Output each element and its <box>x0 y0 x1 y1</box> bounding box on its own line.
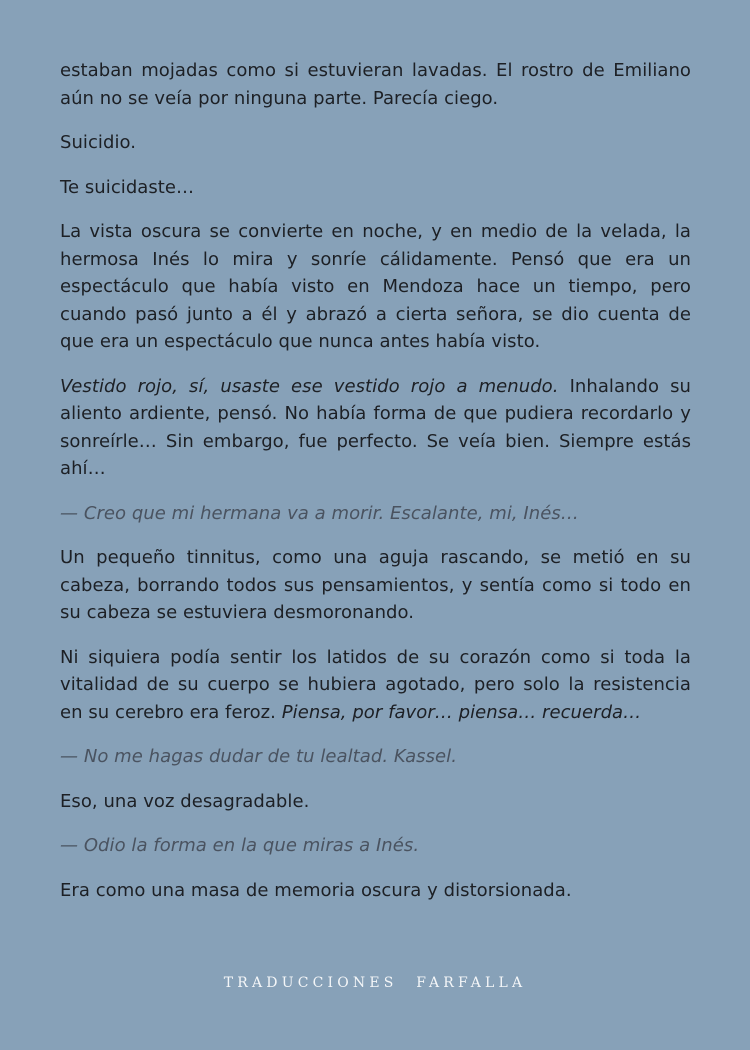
dialog-line <box>60 743 691 771</box>
paragraph <box>60 129 691 157</box>
paragraph <box>60 544 691 627</box>
text-segment: Ni siquiera podía sentir los latidos de su corazón como si toda la vitalidad de su cuerpo se hubiera agotado, pero solo la resistencia en su cerebro era feroz. <box>60 646 691 723</box>
paragraph <box>60 174 691 202</box>
dialog-line <box>60 832 691 860</box>
text-segment: Te suicidaste… <box>60 176 195 198</box>
page-footer: TRADUCCIONES FARFALLA <box>223 975 527 991</box>
text-segment: Un pequeño tinnitus, como una aguja rascando, se metió en su cabeza, borrando todos sus pensamientos, y sentía como si todo en su cabeza se estuviera desmoronando. <box>60 547 691 623</box>
italic-segment: — Odio la forma en la que miras a Inés. <box>60 835 420 856</box>
text-segment: Eso, una voz desagradable. <box>60 790 310 812</box>
text-segment: Suicidio. <box>60 132 137 153</box>
italic-segment: Vestido rojo, sí, usaste ese vestido rojo a menudo. <box>60 375 559 397</box>
italic-segment: Piensa, por favor… piensa… recuerda… <box>281 701 642 723</box>
text-segment: Era como una masa de memoria oscura y distorsionada. <box>60 879 572 901</box>
text-segment: estaban mojadas como si estuvieran lavadas. El rostro de Emiliano aún no se veía por ninguna parte. Parecía ciego. <box>60 60 691 109</box>
text-segment: Inhalando su aliento ardiente, pensó. No había forma de que pudiera recordarlo y sonreírle… Sin embargo, fue perfecto. Se veía bien. Siempre estás ahí… <box>60 375 691 479</box>
paragraph <box>60 373 691 483</box>
paragraph <box>60 877 691 905</box>
dialog-line <box>60 500 691 528</box>
italic-segment: — Creo que mi hermana va a morir. Escalante, mi, Inés… <box>60 502 579 524</box>
paragraph <box>60 57 691 112</box>
paragraph <box>60 218 691 356</box>
body-text <box>60 57 691 904</box>
paragraph <box>60 644 691 727</box>
italic-segment: — No me hagas dudar de tu lealtad. Kassel. <box>60 746 457 767</box>
paragraph <box>60 788 691 816</box>
text-segment: La vista oscura se convierte en noche, y en medio de la velada, la hermosa Inés lo mira y sonríe cálidamente. Pensó que era un espectáculo que había visto en Mendoza hace un tiempo, pero cuando pasó junto a él y abrazó a cierta señora, se dio cuenta de que era un espectáculo que nunca antes había visto. <box>60 221 691 352</box>
